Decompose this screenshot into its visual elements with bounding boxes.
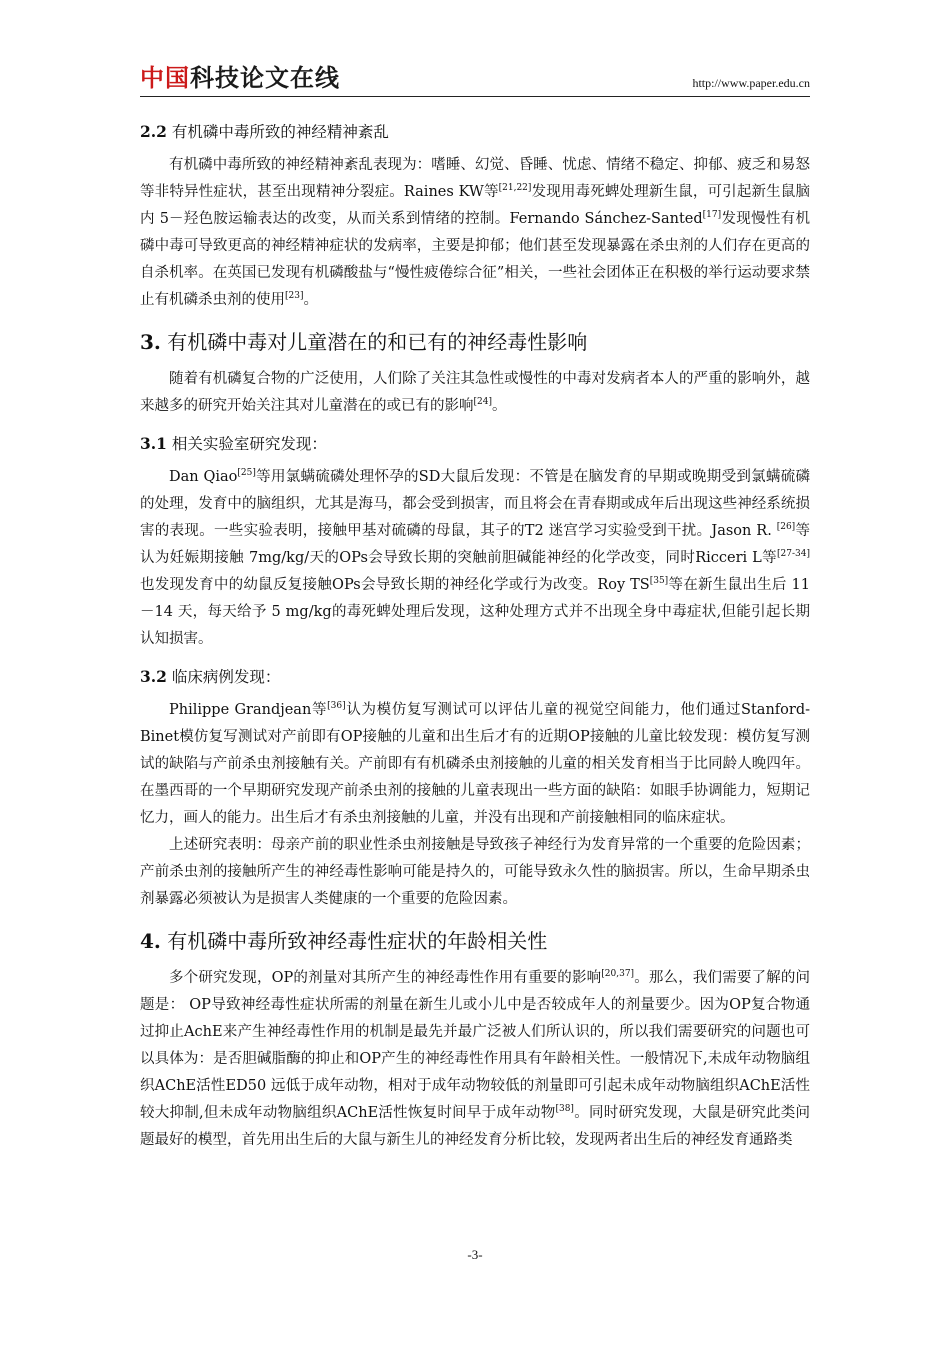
section-3-2-heading xyxy=(140,663,810,691)
section-2-2-title: 有机磷中毒所致的神经精神紊乱 xyxy=(166,123,389,141)
citation: [35] xyxy=(649,576,669,587)
section-4-heading xyxy=(140,923,810,959)
page-header xyxy=(140,64,810,97)
section-3-1-title: 相关实验室研究发现： xyxy=(166,435,327,453)
section-3-1-heading xyxy=(140,430,810,458)
page-content xyxy=(140,118,810,1154)
section-3-2-title: 临床病例发现： xyxy=(166,668,281,686)
citation: [23] xyxy=(285,291,304,302)
citation: [24] xyxy=(473,397,492,408)
section-3-1-number: 3.1 xyxy=(140,434,167,453)
logo-text-dark: 科技论文在线 xyxy=(190,64,340,92)
section-3-2-paragraph-2: 上述研究表明：母亲产前的职业性杀虫剂接触是导致孩子神经行为发育异常的一个重要的危险因素；产前杀虫剂的接触所产生的神经毒性影响可能是持久的，可能导致永久性的脑损害。所以，生命早期杀虫剂暴露必须被认为是损害人类健康的一个重要的危险因素。 xyxy=(140,837,810,907)
citation: [21,22] xyxy=(498,183,532,194)
citation: [36] xyxy=(327,701,346,712)
section-2-2-heading xyxy=(140,118,810,146)
section-2-2-paragraph: 有机磷中毒所致的神经精神紊乱表现为：嗜睡、幻觉、昏睡、忧虑、情绪不稳定、抑郁、疲乏和易怒等非特异性症状，甚至出现精神分裂症。Raines KW等[21,22]发现用毒死蜱处理新生鼠，可引起新生鼠脑内 5－羟色胺运输表达的改变，从而关系到情绪的控制。Fernando Sánchez-Santed[17]发现慢性有机磷中毒可导致更高的神经精神症状的发病率，主要是抑郁；他们甚至发现暴露在杀虫剂的人们存在更高的自杀机率。在英国已发现有机磷酸盐与“慢性疲倦综合征”相关，一些社会团体正在积极的举行运动要求禁止有机磷杀虫剂的使用[23]。 xyxy=(140,157,810,308)
citation: [27-34] xyxy=(777,549,810,560)
citation: [38] xyxy=(555,1104,574,1115)
citation: [20,37] xyxy=(601,969,635,980)
section-3-heading xyxy=(140,324,810,360)
section-3-title: 有机磷中毒对儿童潜在的和已有的神经毒性影响 xyxy=(160,330,588,354)
citation: [26] xyxy=(776,522,796,533)
header-url: http://www.paper.edu.cn xyxy=(692,76,810,90)
citation: [25] xyxy=(237,468,256,479)
section-4-paragraph: 多个研究发现，OP的剂量对其所产生的神经毒性作用有重要的影响[20,37]。那么，我们需要了解的问题是： OP导致神经毒性症状所需的剂量在新生儿或小儿中是否较成年人的剂量要少。因为OP复合物通过抑止AchE来产生神经毒性作用的机制是最先并最广泛被人们所认识的，所以我们需要研究的问题也可以具体为：是否胆碱脂酶的抑止和OP产生的神经毒性作用具有年龄相关性。一般情况下,未成年动物脑组织AChE活性ED50 远低于成年动物，相对于成年动物较低的剂量即可引起未成年动物脑组织AChE活性较大抑制,但未成年动物脑组织AChE活性恢复时间早于成年动物[38]。同时研究发现，大鼠是研究此类问题最好的模型，首先用出生后的大鼠与新生儿的神经发育分析比较，发现两者出生后的神经发育通路类 xyxy=(140,969,810,1148)
page-number: -3- xyxy=(467,1247,483,1262)
section-4-title: 有机磷中毒所致神经毒性症状的年龄相关性 xyxy=(160,929,548,953)
section-3-2-number: 3.2 xyxy=(140,667,167,686)
section-4-number: 4. xyxy=(140,929,161,953)
section-3-number: 3. xyxy=(140,330,161,354)
section-3-1-paragraph: Dan Qiao[25]等用氯螨硫磷处理怀孕的SD大鼠后发现：不管是在脑发育的早期或晚期受到氯螨硫磷的处理，发育中的脑组织，尤其是海马，都会受到损害，而且将会在青春期或成年后出现这些神经系统损害的表现。一些实验表明，接触甲基对硫磷的母鼠，其子的T2 迷宫学习实验受到干扰。Jason R. [26]等认为妊娠期接触 7mg/kg/天的OPs会导致长期的突触前胆碱能神经的化学改变，同时Ricceri L等[27-34]也发现发育中的幼鼠反复接触OPs会导致长期的神经化学或行为改变。Roy TS[35]等在新生鼠出生后 11－14 天，每天给予 5 mg/kg的毒死蜱处理后发现，这种处理方式并不出现全身中毒症状,但能引起长期认知损害。 xyxy=(140,468,811,647)
logo-text-red: 中国 xyxy=(140,64,190,92)
section-2-2-number: 2.2 xyxy=(140,122,167,141)
journal-logo xyxy=(140,64,340,92)
section-3-2-paragraph-1: Philippe Grandjean等[36]认为模仿复写测试可以评估儿童的视觉空间能力，他们通过Stanford-Binet模仿复写测试对产前即有OP接触的儿童和出生后才有的近期OP接触的儿童比较发现：模仿复写测试的缺陷与产前杀虫剂接触有关。产前即有有机磷杀虫剂接触的儿童的相关发育相当于比同龄人晚四年。在墨西哥的一个早期研究发现产前杀虫剂的接触的儿童表现出一些方面的缺陷：如眼手协调能力，短期记忆力，画人的能力。出生后才有杀虫剂接触的儿童，并没有出现和产前接触相同的临床症状。 xyxy=(140,701,810,826)
section-3-paragraph: 随着有机磷复合物的广泛使用，人们除了关注其急性或慢性的中毒对发病者本人的严重的影响外，越来越多的研究开始关注其对儿童潜在的或已有的影响[24]。 xyxy=(140,371,810,414)
citation: [17] xyxy=(702,210,722,221)
